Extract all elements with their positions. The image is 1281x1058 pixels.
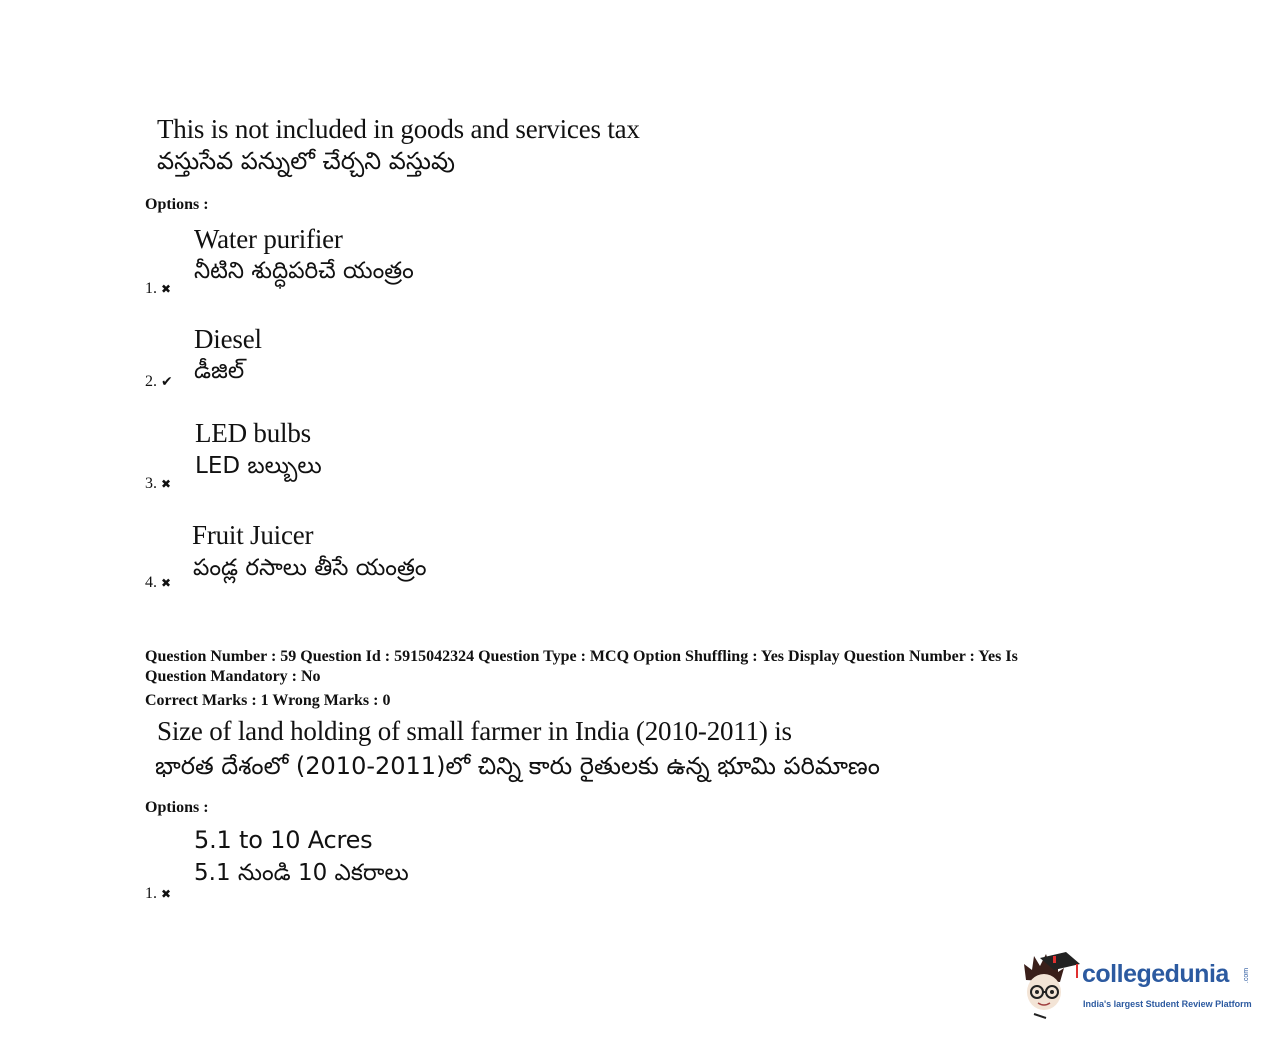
option-3-text-en: LED bulbs (195, 418, 311, 448)
cross-icon: ✖ (161, 887, 172, 901)
option-4-marker (145, 574, 171, 592)
option-2-marker (145, 373, 173, 391)
question-text-en: Size of land holding of small farmer in India (2010-2011) is (157, 716, 792, 746)
option-1-number: 1. (145, 885, 157, 902)
question-text-en: This is not included in goods and services tax (157, 114, 640, 144)
question-meta-line-1: Question Number : 59 Question Id : 5915042324 Question Type : MCQ Option Shuffling : Yes Display Question Number : Yes Is (145, 648, 1018, 665)
option-4-text-te: పండ్ల రసాలు తీసే యంత్రం (193, 555, 427, 581)
option-4-number: 4. (145, 574, 157, 591)
option-3-text-te: LED బల్బులు (195, 453, 322, 479)
question-text-te: భారత దేశంలో (2010-2011)లో చిన్ని కారు రైతులకు ఉన్న భూమి పరిమాణం (155, 752, 880, 780)
question-text-te: వస్తుసేవ పన్నులో చేర్చని వస్తువు (157, 147, 455, 175)
cross-icon: ✖ (161, 477, 172, 491)
logo-tagline: India's largest Student Review Platform (1083, 999, 1252, 1009)
option-1-number: 1. (145, 280, 157, 297)
collegedunia-logo (1020, 950, 1260, 1020)
option-1-text-te: నీటిని శుద్ధిపరిచే యంత్రం (194, 258, 414, 284)
logo-wordmark: collegedunia (1082, 960, 1229, 988)
question-meta-line-2: Question Mandatory : No (145, 668, 321, 685)
mascot-icon (1020, 950, 1082, 1020)
option-1-marker (145, 280, 171, 298)
option-2-text-en: Diesel (194, 324, 262, 354)
cross-icon: ✖ (161, 282, 172, 296)
option-3-marker (145, 475, 171, 493)
options-label: Options : (145, 196, 209, 213)
options-label: Options : (145, 799, 209, 816)
option-3-number: 3. (145, 475, 157, 492)
option-1-text-en: Water purifier (194, 224, 343, 254)
option-1-text-te: 5.1 నుండి 10 ఎకరాలు (194, 860, 409, 886)
option-4-text-en: Fruit Juicer (192, 520, 314, 550)
checkmark-icon: ✔ (161, 374, 173, 390)
cross-icon: ✖ (161, 576, 172, 590)
option-1-marker (145, 885, 171, 903)
option-1-text-en: 5.1 to 10 Acres (194, 826, 373, 854)
option-2-number: 2. (145, 373, 157, 390)
question-marks: Correct Marks : 1 Wrong Marks : 0 (145, 692, 391, 709)
logo-suffix: .com (1243, 967, 1251, 984)
option-2-text-te: డీజిల్ (194, 358, 245, 384)
